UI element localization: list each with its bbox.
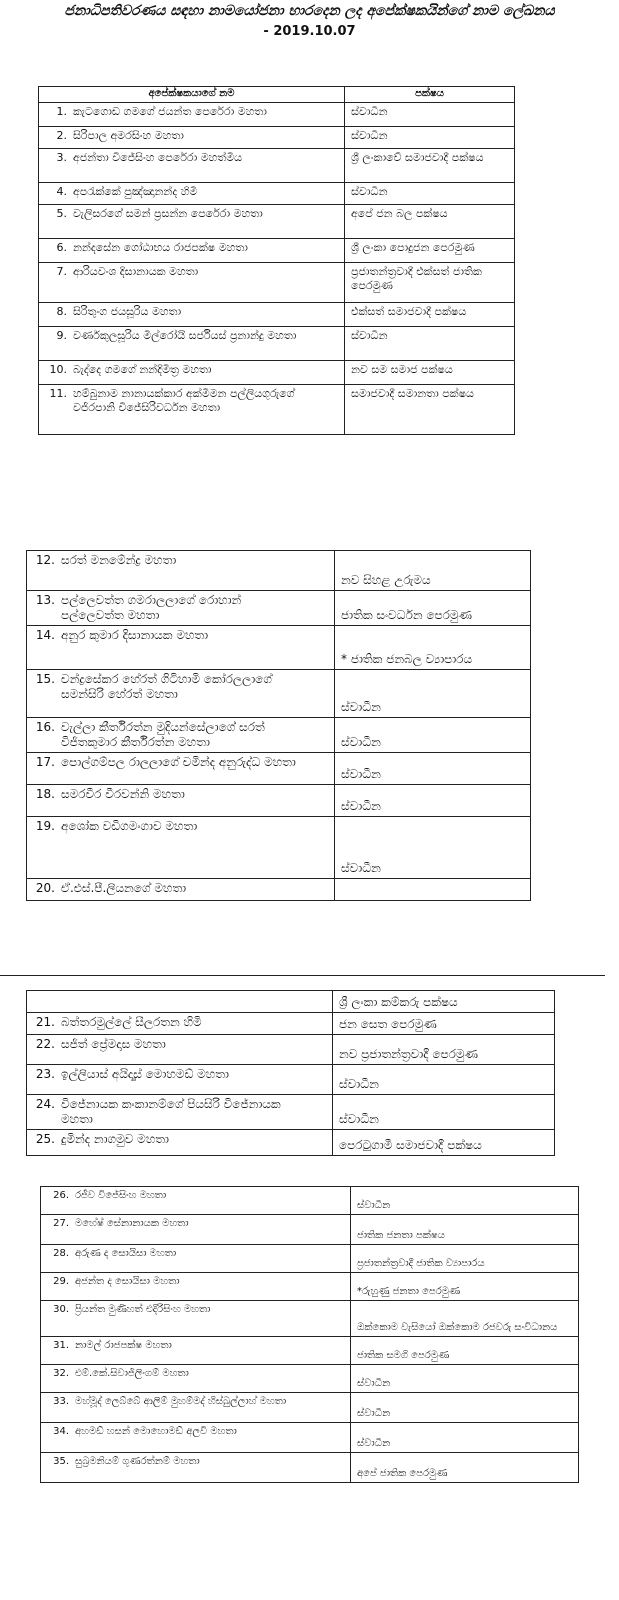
candidate-name: මහේෂ් සේනානායක මහතා (75, 1218, 189, 1229)
candidate-cell (27, 1130, 333, 1156)
candidate-cell (27, 718, 335, 753)
candidate-number: 26. (53, 1190, 69, 1201)
candidate-number: 10. (49, 363, 67, 376)
candidate-name: බැද්දෙ ගමගේ නන්දිමිත්‍ර මහතා (73, 363, 212, 376)
candidate-cell (41, 1301, 351, 1337)
party-cell: ශ්‍රී ලංකා කම්කරු පක්ෂය (333, 991, 555, 1013)
candidate-cell (41, 1245, 351, 1273)
candidate-number: 12. (35, 553, 55, 567)
candidate-number: 19. (35, 819, 55, 833)
table-row (27, 670, 531, 718)
candidate-cell (39, 205, 345, 239)
table-row (41, 1187, 579, 1215)
candidate-cell (27, 1013, 333, 1035)
document-date: - 2019.10.07 (263, 24, 356, 39)
party-cell: ස්වාධීන (335, 670, 531, 718)
candidate-number: 35. (53, 1456, 69, 1467)
candidate-cell (39, 263, 345, 303)
candidate-number: 9. (56, 329, 67, 342)
table-row (27, 718, 531, 753)
candidate-name: ඒ.එස්.පී.ලියනගේ මහතා (61, 881, 187, 895)
party-cell: ස්වාධීන (333, 1095, 555, 1130)
candidate-cell (39, 183, 345, 205)
party-cell: ස්වාධීන (345, 127, 515, 149)
candidate-number: 23. (35, 1067, 55, 1081)
candidate-name: නාමල් රාජපක්ෂ මහතා (75, 1340, 172, 1351)
candidate-name: ආරියවංශ දිසානායක මහතා (73, 265, 199, 278)
candidate-cell (41, 1365, 351, 1393)
table-row (41, 1245, 579, 1273)
candidate-number: 22. (35, 1037, 55, 1051)
candidate-cell (27, 670, 335, 718)
candidate-cell (39, 149, 345, 183)
candidate-name: රජීව විජේසිංහ මහතා (75, 1190, 167, 1201)
table-row (41, 1423, 579, 1453)
candidate-cell (41, 1215, 351, 1245)
party-cell: ජාතික ජනතා පක්ෂය (351, 1215, 579, 1245)
party-cell: ජාතික සමගි පෙරමුණ (351, 1337, 579, 1365)
table-row (27, 1065, 555, 1095)
table-header (39, 87, 515, 103)
table-row (27, 785, 531, 817)
table-row (39, 303, 515, 327)
candidate-cell (27, 626, 335, 670)
candidate-number: 5. (56, 207, 67, 220)
candidate-name: පල්ලෙවත්ත ගමරාලලාගේ රොහාන් පල්ලෙවත්ත මහතා (61, 593, 242, 622)
party-cell: ස්වාධීන (345, 103, 515, 127)
table-row (41, 1273, 579, 1301)
title-text: ජනාධිපතිවරණය සඳහා නාමයෝජනා භාරදෙන ලද අපේක්ෂකයින්ගේ නාම ලේඛනය (64, 3, 555, 19)
party-cell: අපේ ජන බල පක්ෂය (345, 205, 515, 239)
party-cell: ජන සෙත පෙරමුණ (333, 1013, 555, 1035)
table-row (39, 239, 515, 263)
candidate-name: මහ්මූද් ලෙබ්බේ ආලිම් මුහම්මද් හිස්බුල්ලාහ් මහතා (75, 1396, 287, 1407)
candidate-number: 28. (53, 1248, 69, 1259)
table-row (27, 1130, 555, 1156)
candidate-name: සරත් මනමේන්ද්‍ර මහතා (61, 553, 177, 567)
candidate-cell (27, 785, 335, 817)
table-row (41, 1215, 579, 1245)
candidate-number: 1. (56, 105, 67, 118)
candidate-number: 18. (35, 787, 55, 801)
party-cell: ස්වාධීන (335, 718, 531, 753)
candidate-name: අහමඩ් හසන් මොහොමඩ් අලවි මහතා (75, 1426, 237, 1437)
party-cell: *රුහුණු ජනතා පෙරමුණ (351, 1273, 579, 1301)
candidate-number: 13. (35, 593, 55, 607)
candidate-number: 30. (53, 1304, 69, 1315)
party-cell: අපේ ජාතික පෙරමුණ (351, 1453, 579, 1483)
table-row (41, 1453, 579, 1483)
document-title (0, 2, 619, 41)
party-cell: ප්‍රජාතන්ත්‍රවාදී ජාතික ව්‍යාපාරය (351, 1245, 579, 1273)
table-body (39, 103, 515, 435)
candidate-number: 24. (35, 1097, 55, 1111)
table-body (27, 991, 555, 1156)
candidate-number: 7. (56, 265, 67, 278)
candidate-table-1 (38, 86, 515, 435)
candidate-number: 21. (35, 1015, 55, 1029)
party-cell: ස්වාධීන (351, 1365, 579, 1393)
candidate-cell (27, 817, 335, 879)
party-cell: එක්සත් සමාජවාදී පක්ෂය (345, 303, 515, 327)
candidate-cell (39, 361, 345, 385)
candidate-cell (27, 1065, 333, 1095)
table-row (39, 205, 515, 239)
candidate-name: විජේනායක කංකානම්ගේ පියසිරි විජේනායක මහතා (61, 1097, 281, 1126)
candidate-cell (27, 879, 335, 901)
candidate-cell (39, 239, 345, 263)
table-row (41, 1301, 579, 1337)
candidate-cell (41, 1273, 351, 1301)
candidate-cell (39, 385, 345, 435)
party-cell: ඔක්කොම වැසියෝ ඔක්කොම රජවරු සංවිධානය (351, 1301, 579, 1337)
candidate-name: අශෝක වඩිගමංගාව මහතා (61, 819, 198, 833)
candidate-cell (27, 551, 335, 591)
table-row (27, 591, 531, 626)
candidate-number: 17. (35, 755, 55, 769)
table-row (27, 1035, 555, 1065)
candidate-cell (39, 327, 345, 361)
table-row (39, 103, 515, 127)
header-party: පක්ෂය (345, 87, 515, 103)
candidate-name: වැල්ලා කීර්තිරත්න මුදියන්සේලාගේ සරත් විජිතකුමාර කීර්තිරත්න මහතා (61, 720, 265, 749)
party-cell: ජාතික සංවර්ධන පෙරමුණ (335, 591, 531, 626)
candidate-number: 2. (56, 129, 67, 142)
party-cell: ස්වාධීන (345, 183, 515, 205)
candidate-cell (39, 103, 345, 127)
candidate-name: සජිත් ප්‍රේමදාස මහතා (61, 1037, 166, 1051)
table-row (27, 1095, 555, 1130)
candidate-name: චන්ද්‍රසේකර හේරත් ගිටිහාමි කෝරලලාගේ සමන්සිරි හේරත් මහතා (61, 672, 272, 701)
candidate-name: සමරවීර වීරවන්නි මහතා (61, 787, 185, 801)
table-body (41, 1187, 579, 1483)
candidate-name: පොල්ගම්පල රාලලාගේ චමින්ද අනුරුද්ධ මහතා (61, 755, 296, 769)
candidate-name: කැටගොඩ ගමගේ ජයන්ත පෙරේරා මහතා (73, 105, 267, 118)
candidate-name: වර්ණකුලසූරිය මිල්රෝයි සර්ජියස් ප්‍රනාන්දු මහතා (73, 329, 297, 342)
page-separator (0, 975, 605, 976)
party-cell: ස්වාධීන (351, 1423, 579, 1453)
table-body (27, 551, 531, 901)
party-cell: ස්වාධීන (351, 1393, 579, 1423)
table-row (27, 753, 531, 785)
party-cell (335, 879, 531, 901)
candidate-cell (41, 1337, 351, 1365)
candidate-name: අනුර කුමාර දිසානායක මහතා (61, 628, 209, 642)
candidate-name: හම්බුනාම නානායක්කාර අක්මීමන පල්ලියගුරුගේ වජිරපානි විජේසිරිවර්ධන මහතා (73, 387, 295, 414)
party-cell: ප්‍රජාතන්ත්‍රවාදී එක්සත් ජාතික පෙරමුණ (345, 263, 515, 303)
table-row (41, 1365, 579, 1393)
table-row (39, 385, 515, 435)
candidate-name: අජන්ත ද සොයිසා මහතා (75, 1276, 180, 1287)
party-cell: නව ප්‍රජාතන්ත්‍රවාදී පෙරමුණ (333, 1035, 555, 1065)
candidate-cell (39, 127, 345, 149)
candidate-name: සිරිතුංග ජයසූරිය මහතා (73, 305, 182, 318)
candidate-name: ඉල්ලියාස් අයිද්‍රූස් මොහමඩ් මහතා (61, 1067, 229, 1081)
candidate-cell (27, 753, 335, 785)
candidate-cell (41, 1423, 351, 1453)
party-cell: නව සිහළ උරුමය (335, 551, 531, 591)
table-row (39, 183, 515, 205)
candidate-name: වැලිසරගේ සමන් ප්‍රසන්න පෙරේරා මහතා (73, 207, 263, 220)
candidate-cell (27, 1095, 333, 1130)
party-cell: පෙරටුගාමී සමාජවාදී පක්ෂය (333, 1130, 555, 1156)
candidate-number: 20. (35, 881, 55, 895)
candidate-name: සිරිපාල අමරසිංහ මහතා (73, 129, 184, 142)
table-row (39, 327, 515, 361)
candidate-number: 8. (56, 305, 67, 318)
candidate-number: 15. (35, 672, 55, 686)
candidate-number: 3. (56, 151, 67, 164)
table-row (39, 127, 515, 149)
candidate-table-3 (26, 990, 555, 1156)
table-row (27, 626, 531, 670)
party-cell: ස්වාධීන (345, 327, 515, 361)
candidate-cell (39, 303, 345, 327)
candidate-name: නන්දසේන ගෝඨාභය රාජපක්ෂ මහතා (73, 241, 248, 254)
candidate-number: 34. (53, 1426, 69, 1437)
candidate-name: ප්‍රියන්ත මුණිහත් එදිරිසිංහ මහතා (75, 1304, 211, 1315)
candidate-name: බත්තරමුල්ලේ සීලරතන හිමි (61, 1015, 202, 1029)
table-row (41, 1393, 579, 1423)
candidate-name: දුමින්ද නාගමුව මහතා (61, 1132, 169, 1146)
candidate-name: එම්.කේ.සිවාජිලිංගම් මහතා (75, 1368, 189, 1379)
party-cell: ශ්‍රී ලංකා පොදුජන පෙරමුණ (345, 239, 515, 263)
header-candidate: අපේක්ෂකයාගේ නම (39, 87, 345, 103)
candidate-name: සුබ්‍රමනියම් ගුණරත්නම් මහතා (75, 1456, 200, 1467)
table-row (27, 1013, 555, 1035)
table-row (39, 361, 515, 385)
candidate-table-4 (40, 1186, 579, 1483)
candidate-number: 16. (35, 720, 55, 734)
candidate-table-2 (26, 550, 531, 901)
candidate-number: 11. (49, 387, 67, 400)
candidate-cell (41, 1187, 351, 1215)
candidate-cell (41, 1393, 351, 1423)
party-cell: සමාජවාදී සමානතා පක්ෂය (345, 385, 515, 435)
table-row (27, 551, 531, 591)
table-row (27, 817, 531, 879)
candidate-cell (27, 991, 333, 1013)
party-cell: ස්වාධීන (335, 817, 531, 879)
candidate-number: 32. (53, 1368, 69, 1379)
candidate-number: 31. (53, 1340, 69, 1351)
table-row (27, 879, 531, 901)
table-row (41, 1337, 579, 1365)
candidate-number: 29. (53, 1276, 69, 1287)
candidate-number: 33. (53, 1396, 69, 1407)
candidate-cell (27, 1035, 333, 1065)
party-cell: ස්වාධීන (335, 753, 531, 785)
candidate-name: අපරැක්කේ පුඤ්ඤානන්ද හිමි (73, 185, 198, 198)
candidate-number: 27. (53, 1218, 69, 1229)
candidate-cell (27, 591, 335, 626)
table-row (39, 263, 515, 303)
party-cell: * ජාතික ජනබල ව්‍යාපාරය (335, 626, 531, 670)
candidate-number: 14. (35, 628, 55, 642)
candidate-number: 4. (56, 185, 67, 198)
party-cell: ස්වාධීන (335, 785, 531, 817)
party-cell: ස්වාධීන (333, 1065, 555, 1095)
party-cell: නව සම සමාජ පක්ෂය (345, 361, 515, 385)
party-cell: ස්වාධීන (351, 1187, 579, 1215)
candidate-cell (41, 1453, 351, 1483)
candidate-number: 6. (56, 241, 67, 254)
party-cell: ශ්‍රී ලංකාවේ සමාජවාදී පක්ෂය (345, 149, 515, 183)
table-row (39, 149, 515, 183)
candidate-name: අරුණ ද සොයිසා මහතා (75, 1248, 177, 1259)
candidate-name: අජන්තා විජේසිංහ පෙරේරා මහත්මිය (73, 151, 243, 164)
candidate-number: 25. (35, 1132, 55, 1146)
table-row (27, 991, 555, 1013)
